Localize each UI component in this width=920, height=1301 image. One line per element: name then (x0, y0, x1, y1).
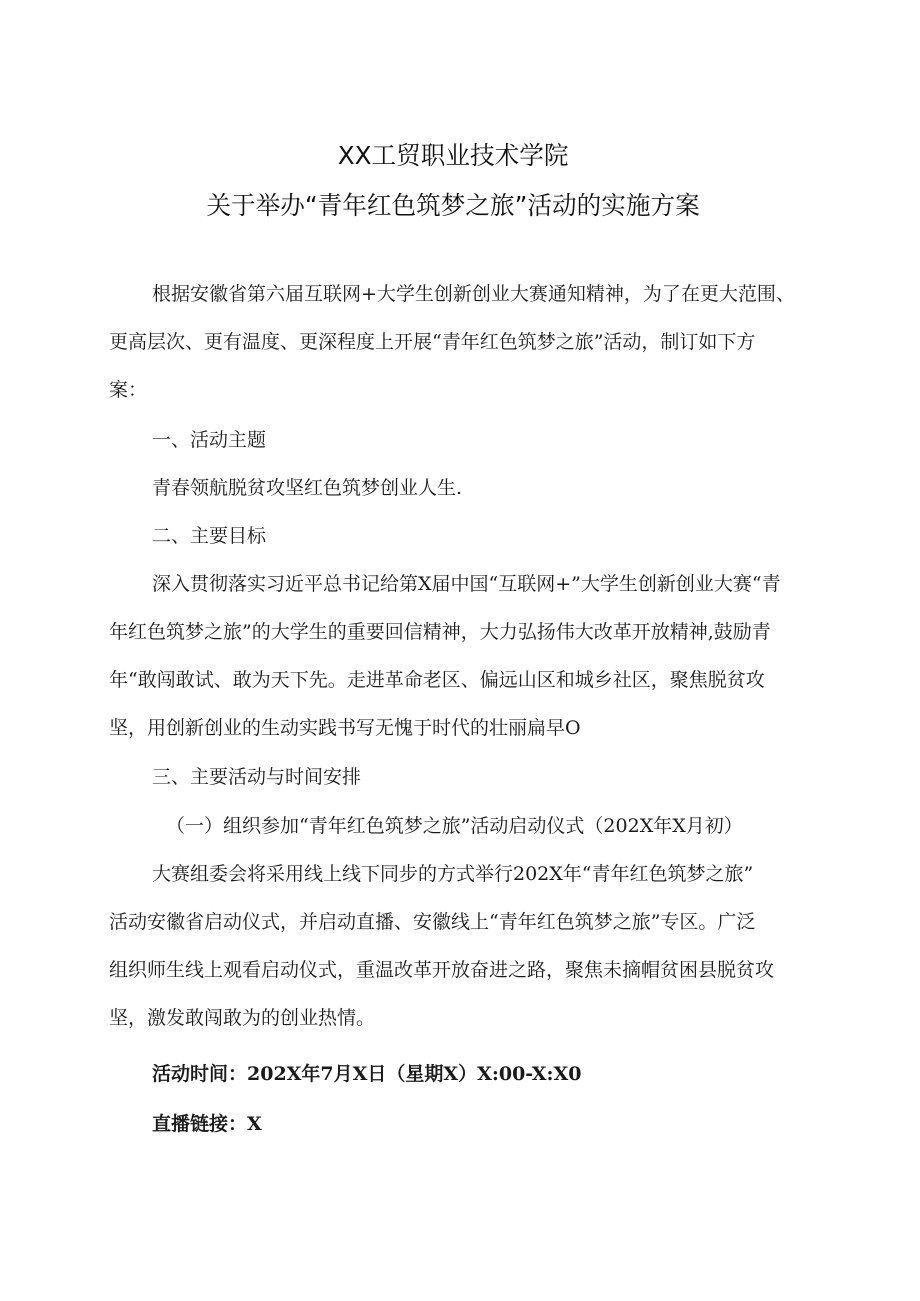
document-title-subject: 关于举办“青年红色筑梦之旅”活动的实施方案 (206, 191, 700, 220)
goals-line-3: 年“敢闯敢试、敢为天下先。走进革命老区、偏远山区和城乡社区，聚焦脱贫攻 (109, 669, 765, 691)
section-heading-theme: 一、活动主题 (152, 429, 267, 451)
subsection-heading-launch: （一）组织参加“青年红色筑梦之旅”活动启动仪式（202X年X月初） (166, 815, 743, 837)
section-heading-activities: 三、主要活动与时间安排 (152, 766, 362, 788)
goals-line-4: 坚，用创新创业的生动实践书写无愧于时代的壮丽扁早O (109, 717, 581, 739)
document-title-institution: XX工贸职业技术学院 (337, 141, 569, 170)
live-link: 直播链接：X (152, 1113, 262, 1135)
section-body-theme: 青春领航脱贫攻坚红色筑梦创业人生. (152, 477, 463, 499)
launch-line-4: 坚，激发敢闯敢为的创业热情。 (109, 1007, 376, 1029)
goals-line-2: 年红色筑梦之旅”的大学生的重要回信精神，大力弘扬伟大改革开放精神,鼓励青 (109, 621, 771, 643)
section-heading-goals: 二、主要目标 (152, 525, 267, 547)
intro-line-1: 根据安徽省第六届互联网+大学生创新创业大赛通知精神，为了在更大范围、 (152, 283, 795, 305)
intro-line-2: 更高层次、更有温度、更深程度上开展“青年红色筑梦之旅”活动，制订如下方 (109, 331, 756, 353)
goals-line-1: 深入贯彻落实习近平总书记给第X届中国“互联网+”大学生创新创业大赛“青 (152, 573, 781, 595)
activity-time: 活动时间：202X年7月X日（星期X）X:00-X:X0 (152, 1063, 582, 1085)
intro-line-3: 案： (109, 379, 148, 401)
launch-line-3: 组织师生线上观看启动仪式，重温改革开放奋进之路，聚焦未摘帽贫困县脱贫攻 (109, 959, 775, 981)
launch-line-2: 活动安徽省启动仪式，并启动直播、安徽线上“青年红色筑梦之旅”专区。广泛 (109, 911, 756, 933)
launch-line-1: 大赛组委会将采用线上线下同步的方式举行202X年“青年红色筑梦之旅” (152, 863, 754, 885)
